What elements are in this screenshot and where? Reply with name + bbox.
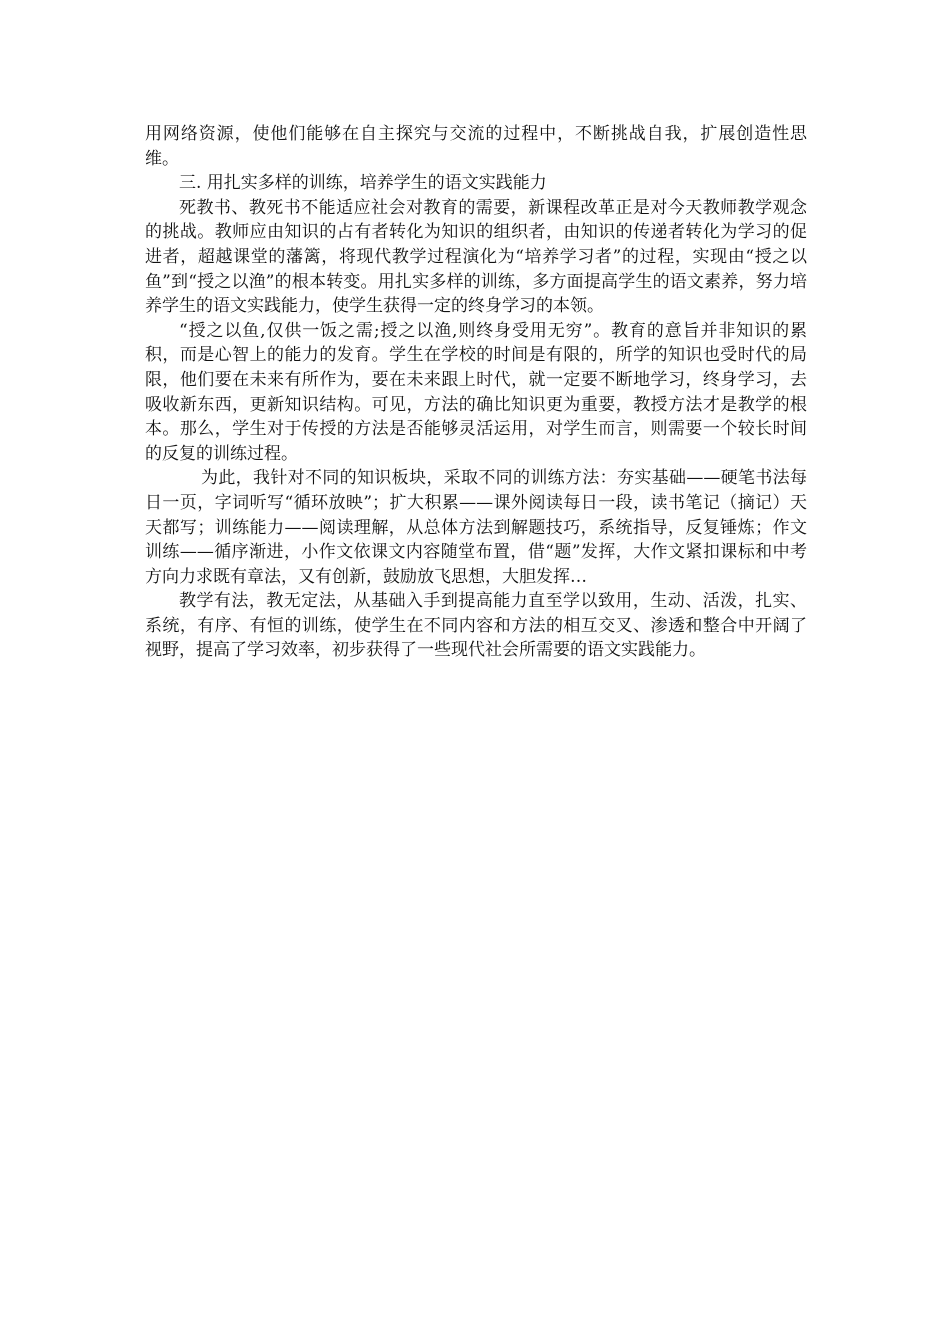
paragraph-conclusion: 教学有法，教无定法，从基础入手到提高能力直至学以致用，生动、活泼，扎实、系统，有序、有恒的训练，使学生在不同内容和方法的相互交叉、渗透和整合中开阔了视野，提高了学习效率，初步获得了一些现代社会所需要的语文实践能力。	[145, 591, 807, 661]
document-body	[145, 122, 807, 663]
paragraph-training-methods: 为此，我针对不同的知识板块，采取不同的训练方法：夯实基础——硬笔书法每日一页，字词听写“循环放映”；扩大积累——课外阅读每日一段，读书笔记（摘记）天天都写；训练能力——阅读理解，从总体方法到解题技巧，系统指导，反复锤炼；作文训练——循序渐进，小作文依课文内容随堂布置，借“题”发挥，大作文紧扣课标和中考方向力求既有章法，又有创新，鼓励放飞思想，大胆发挥…	[145, 468, 807, 587]
section-heading: 三. 用扎实多样的训练，培养学生的语文实践能力	[179, 173, 547, 194]
paragraph-continuation: 用网络资源，使他们能够在自主探究与交流的过程中，不断挑战自我，扩展创造性思维。	[145, 124, 807, 169]
paragraph-teaching-concept: 死教书、教死书不能适应社会对教育的需要，新课程改革正是对今天教师教学观念的挑战。教师应由知识的占有者转化为知识的组织者，由知识的传递者转化为学习的促进者，超越课堂的藩篱，将现代教学过程演化为“培养学习者”的过程，实现由“授之以鱼”到“授之以渔”的根本转变。用扎实多样的训练，多方面提高学生的语文素养，努力培养学生的语文实践能力，使学生获得一定的终身学习的本领。	[145, 197, 807, 317]
paragraph-teach-to-fish: “授之以鱼,仅供一饭之需;授之以渔,则终身受用无穷”。教育的意旨并非知识的累积，而是心智上的能力的发育。学生在学校的时间是有限的，所学的知识也受时代的局限，他们要在未来有所作为，要在未来跟上时代，就一定要不断地学习，终身学习，去吸收新东西，更新知识结构。可见，方法的确比知识更为重要，教授方法才是教学的根本。那么，学生对于传授的方法是否能够灵活运用，对学生而言，则需要一个较长时间的反复的训练过程。	[145, 320, 807, 464]
